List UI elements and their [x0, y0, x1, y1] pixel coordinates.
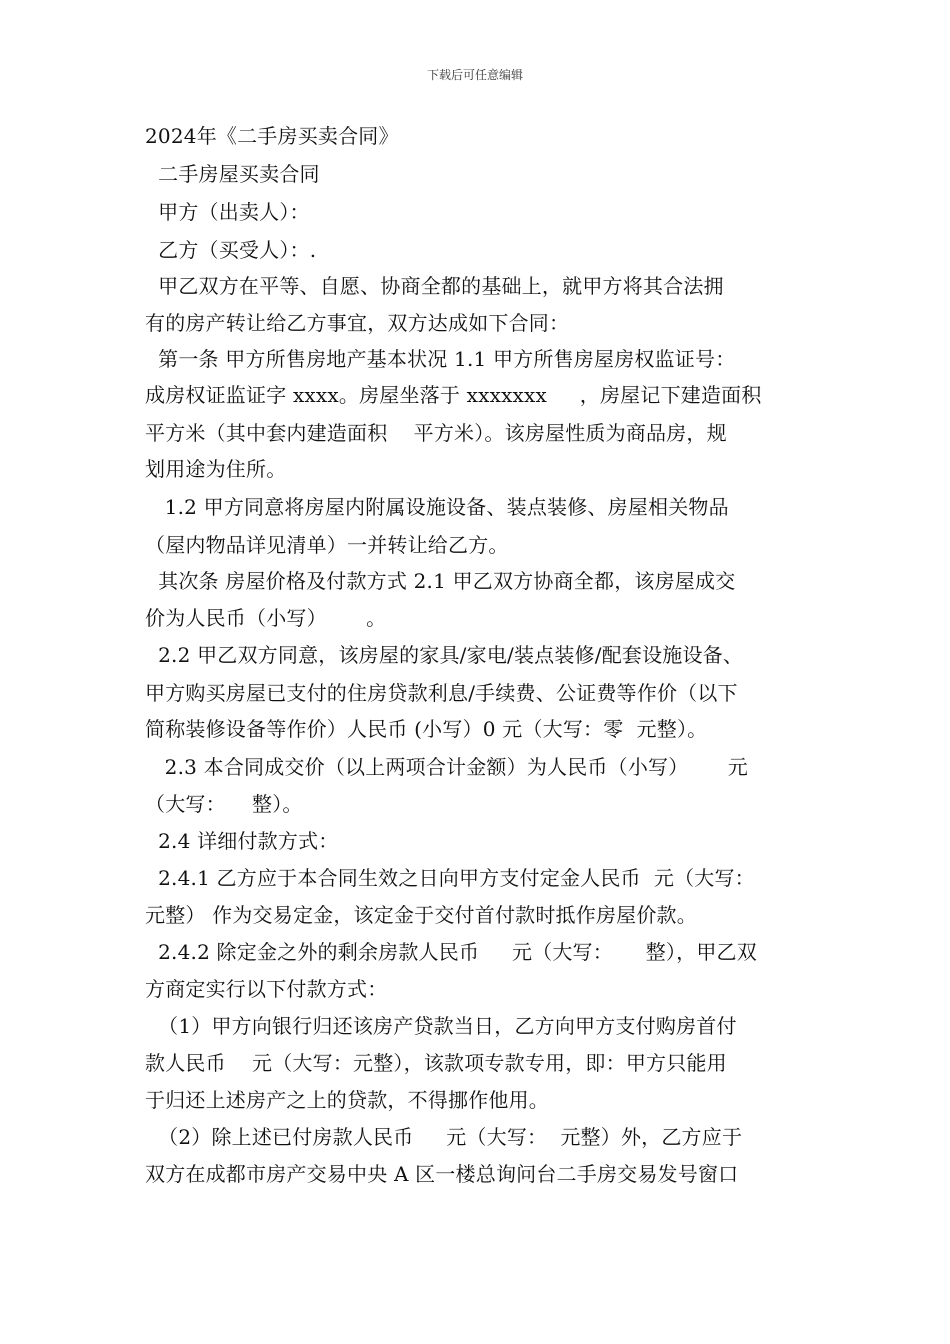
- text-line: 款人民币 元（大写：元整），该款项专款专用，即：甲方只能用: [145, 1051, 727, 1075]
- text-line: 简称装修设备等作价）人民币 (小写）0 元（大写：零 元整）。: [145, 717, 708, 741]
- text-line: 甲乙双方在平等、自愿、协商全都的基础上，就甲方将其合法拥: [145, 274, 724, 298]
- text-line: 2.3 本合同成交价（以上两项合计金额）为人民币（小写） 元: [145, 755, 748, 779]
- text-line: 2.4 详细付款方式：: [145, 829, 339, 853]
- document-title: 2024年《二手房买卖合同》: [145, 124, 399, 148]
- text-line: 平方米（其中套内建造面积 平方米）。该房屋性质为商品房，规: [145, 421, 727, 445]
- text-line: 第一条 甲方所售房地产基本状况 1.1 甲方所售房屋房权监证号：: [145, 347, 736, 371]
- text-line: 2.4.2 除定金之外的剩余房款人民币 元（大写： 整），甲乙双: [145, 940, 757, 964]
- text-line: 于归还上述房产之上的贷款，不得挪作他用。: [145, 1088, 549, 1112]
- text-line: （2）除上述已付房款人民币 元（大写： 元整）外，乙方应于: [145, 1125, 743, 1149]
- party-a-line: 甲方（出卖人）：: [145, 200, 310, 224]
- party-b-line: 乙方（买受人）：.: [145, 238, 317, 262]
- text-line: （屋内物品详见清单）一并转让给乙方。: [145, 533, 509, 557]
- text-line: 成房权证监证字 xxxx。房屋坐落于 xxxxxxx ，房屋记下建造面积: [145, 383, 762, 407]
- text-line: 其次条 房屋价格及付款方式 2.1 甲乙双方协商全都，该房屋成交: [145, 569, 736, 593]
- text-line: 元整） 作为交易定金，该定金于交付首付款时抵作房屋价款。: [145, 903, 697, 927]
- text-line: 2.2 甲乙双方同意，该房屋的家具/家电/装点装修/配套设施设备、: [145, 643, 744, 667]
- text-line: 双方在成都市房产交易中央 A 区一楼总询问台二手房交易发号窗口: [145, 1162, 739, 1186]
- contract-subtitle: 二手房屋买卖合同: [145, 162, 320, 186]
- text-line: （1）甲方向银行归还该房产贷款当日，乙方向甲方支付购房首付: [145, 1014, 737, 1038]
- text-line: 价为人民币（小写） 。: [145, 606, 387, 630]
- text-line: 方商定实行以下付款方式：: [145, 977, 388, 1001]
- page-header: 下载后可任意编辑: [426, 68, 523, 82]
- text-line: 划用途为住所。: [145, 457, 287, 481]
- text-line: 1.2 甲方同意将房屋内附属设施设备、装点装修、房屋相关物品: [145, 495, 729, 519]
- text-line: （大写： 整）。: [145, 792, 303, 816]
- text-line: 有的房产转让给乙方事宜，双方达成如下合同：: [145, 311, 570, 335]
- text-line: 甲方购买房屋已支付的住房贷款利息/手续费、公证费等作价（以下: [145, 681, 738, 705]
- text-line: 2.4.1 乙方应于本合同生效之日向甲方支付定金人民币 元（大写：: [145, 866, 755, 890]
